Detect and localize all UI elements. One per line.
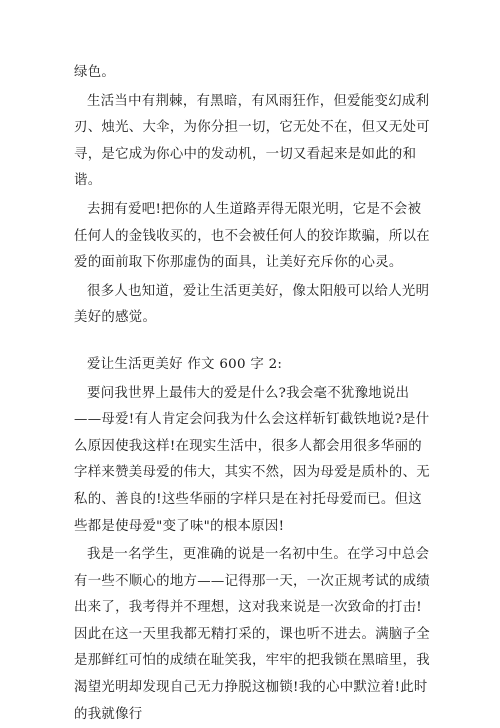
paragraph-embrace-love: 去拥有爱吧!把你的人生道路弄得无限光明，它是不会被任何人的金钱收买的，也不会被任何人的狡诈欺骗，所以在爱的面前取下你那虚伪的面具，让美好充斥你的心灵。	[74, 201, 430, 271]
essay-body	[74, 60, 434, 728]
paragraph-student: 我是一名学生，更准确的说是一名初中生。在学习中总会有一些不顺心的地方——记得那一天，一次正规考试的成绩出来了，我考得并不理想，这对我来说是一次致命的打击!因此在这一天里我都无精打采的，课也听不进去。满脑子全是那鲜红可怕的成绩在耻笑我，牢牢的把我锁在黑暗里，我渴望光明却发现自己无力挣脱这枷锁!我的心中默泣着!此时的我就像行	[74, 547, 430, 722]
paragraph-green-ending: 绿色。	[74, 65, 116, 80]
paragraph-mother-love: 要问我世界上最伟大的爱是什么?我会毫不犹豫地说出——母爱!有人肯定会问我为什么会这样斩钉截铁地说?是什么原因使我这样!在现实生活中，很多人都会用很多华丽的字样来赞美母爱的伟大，其实不然，因为母爱是质朴的、无私的、善良的!这些华丽的字样只是在衬托母爱而已。但这些都是使母爱"变了味"的根本原因!	[74, 385, 430, 534]
essay-subtitle: 爱让生活更美好 作文 600 字 2:	[87, 356, 283, 372]
paragraph-thorns: 生活当中有荆棘，有黑暗，有风雨狂作，但爱能变幻成利刃、烛光、大伞，为你分担一切，它无处不在，但又无处可寻，是它成为你心中的发动机，一切又看起来是如此的和谐。	[74, 93, 430, 189]
paragraph-sunlight: 很多人也知道，爱让生活更美好，像太阳般可以给人光明美好的感觉。	[74, 283, 430, 326]
